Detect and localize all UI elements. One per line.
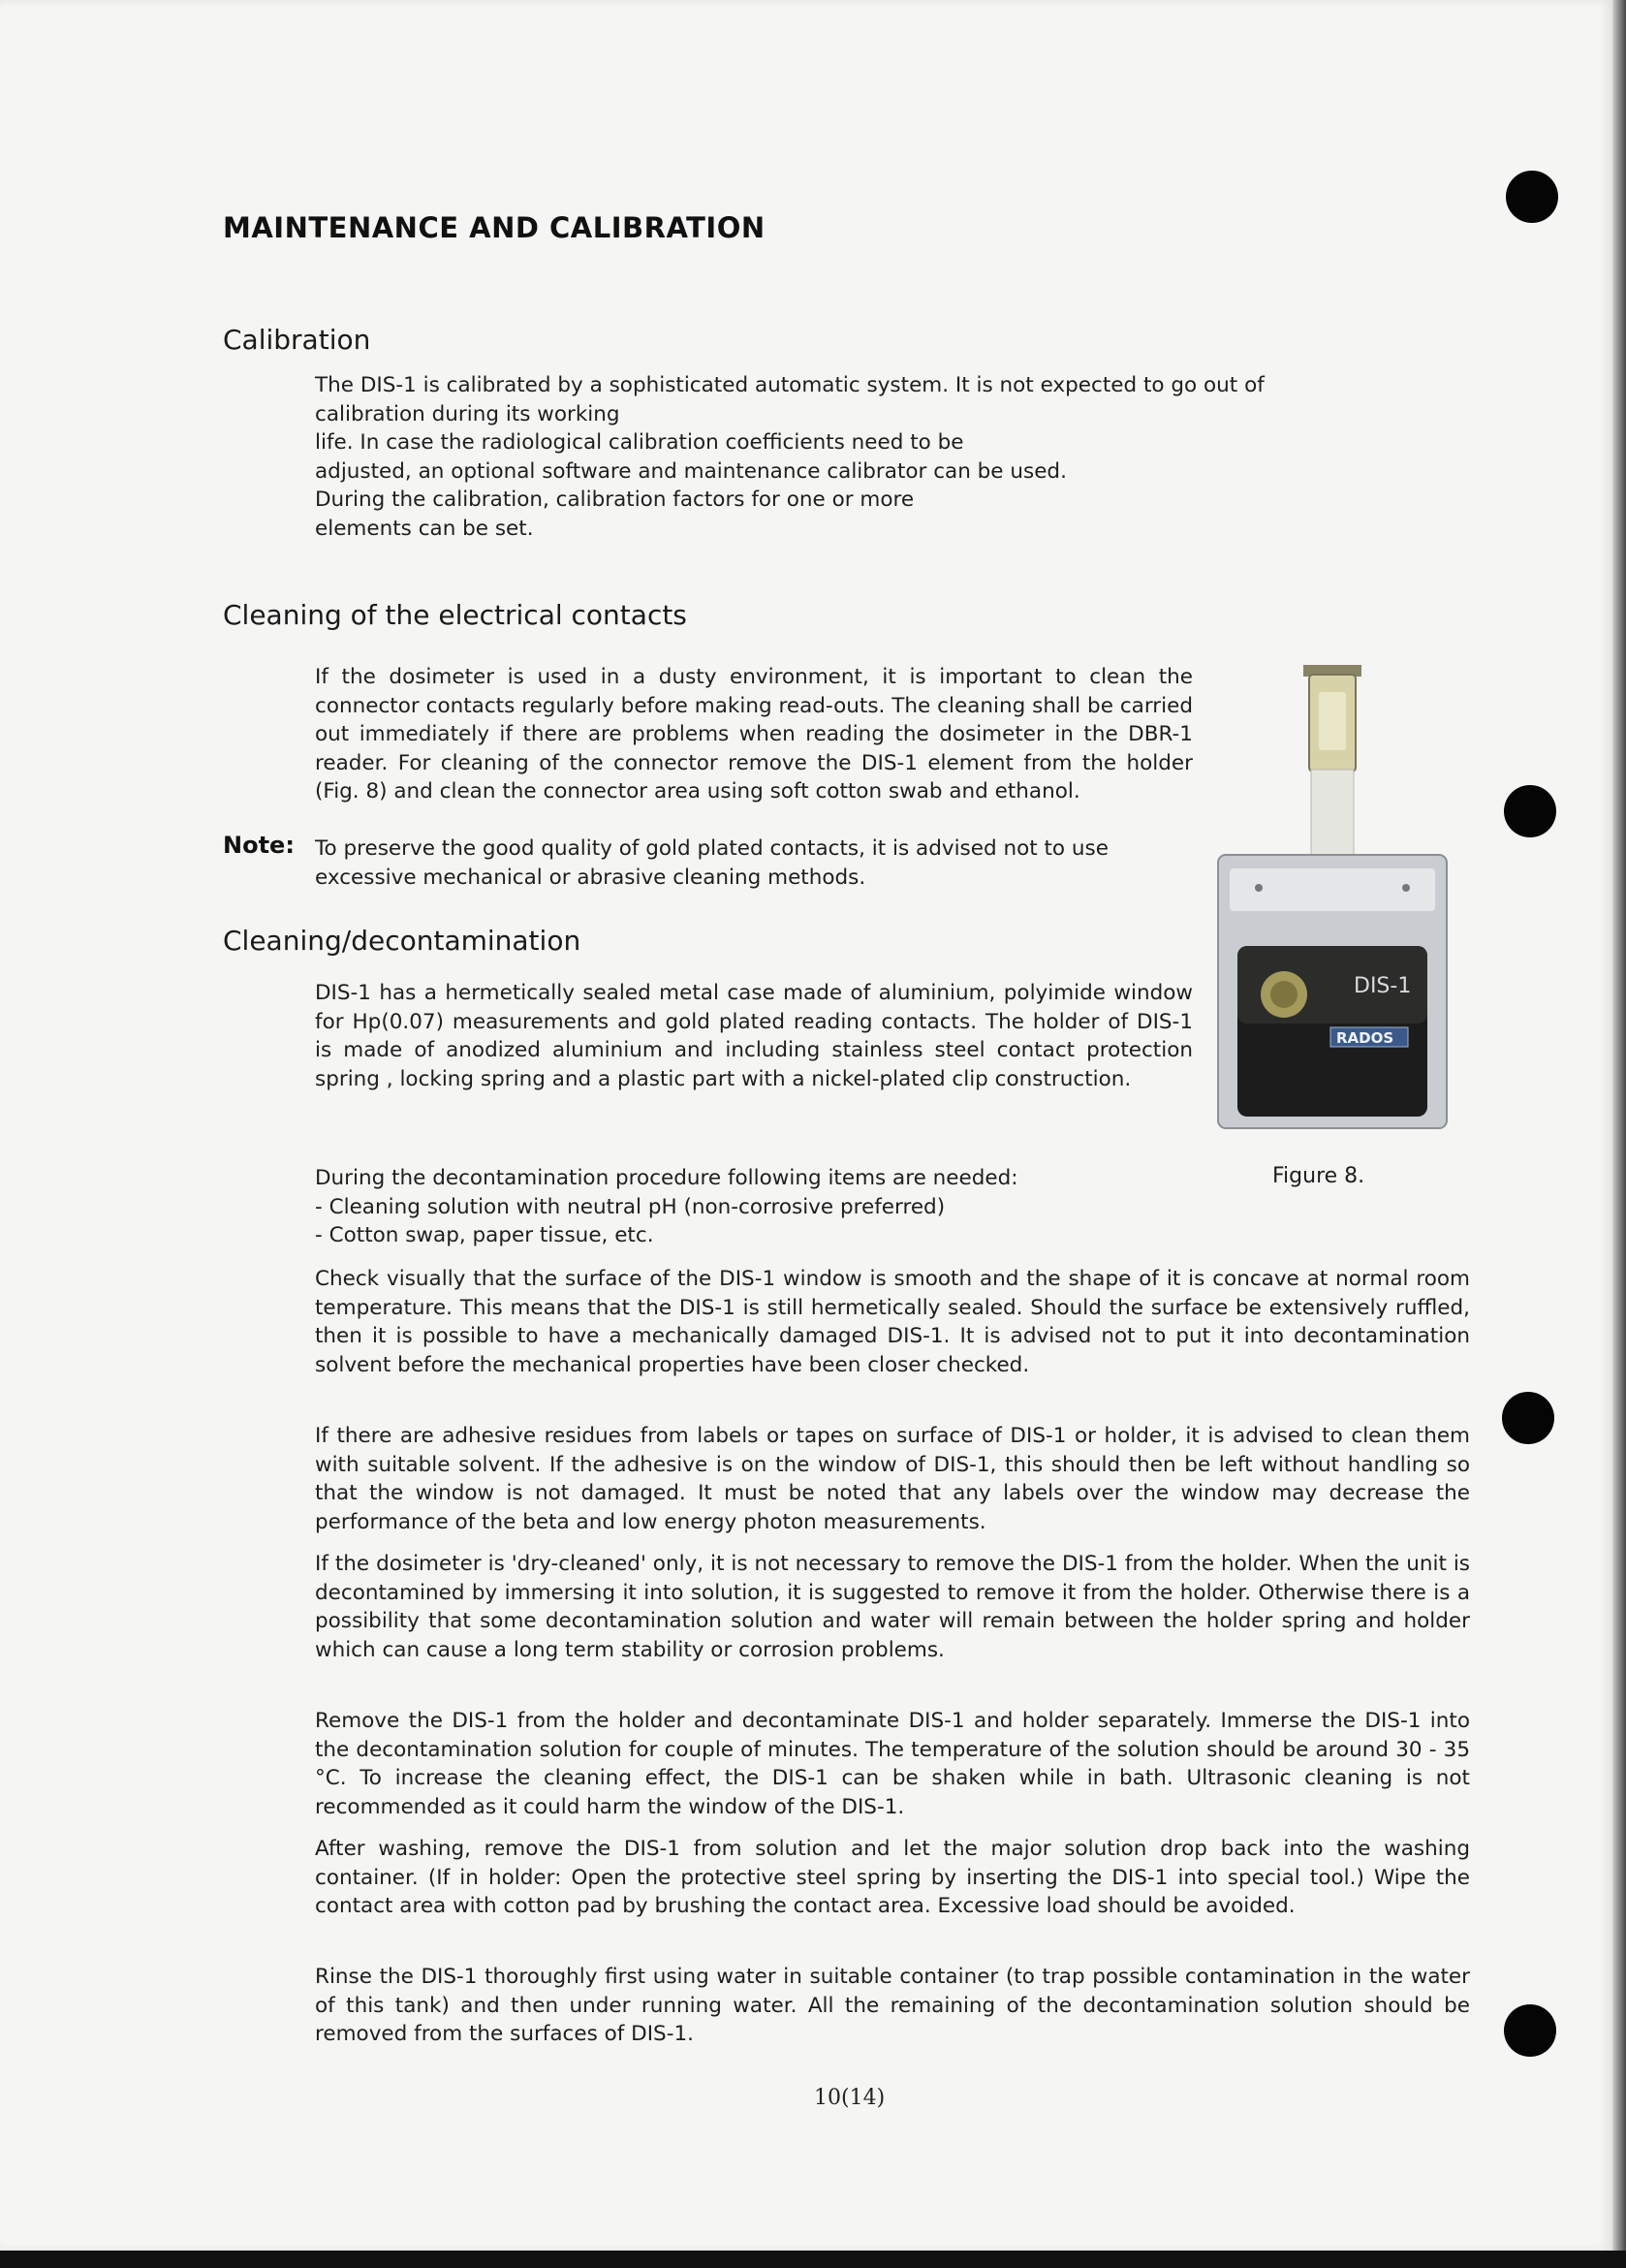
calibration-text xyxy=(315,371,1400,543)
list-item: - Cleaning solution with neutral pH (non-corrosive preferred) xyxy=(315,1194,946,1219)
device-label: DIS-1 xyxy=(1354,974,1412,998)
paragraph-adhesive: If there are adhesive residues from labels or tapes on surface of DIS-1 or holder, it is advised to clean them with suitable solvent. If the adhesive is on the window of DIS-1, this should then be left without handling so that the window is not damaged. It must be noted that any labels over the window may decrease the performance of the beta and low energy photon measurements. xyxy=(315,1424,1470,1534)
calibration-line: During the calibration, calibration factors for one or more xyxy=(315,488,915,512)
calibration-line: life. In case the radiological calibration coefficients need to be xyxy=(315,430,964,455)
paragraph-after-washing: After washing, remove the DIS-1 from solution and let the major solution drop back into the washing container. (If in holder: Open the protective steel spring by inserting the DIS-1 into special tool.) Wipe the contact area with cotton pad by brushing the contact area. Excessive load should be avoided. xyxy=(315,1837,1470,1918)
cleaning-contacts-text: If the dosimeter is used in a dusty environment, it is important to clean the connector contacts regularly before making read-outs. The cleaning shall be carried out immediately if there are problems when reading the dosimeter in the DBR-1 reader. For cleaning of the connector remove the DIS-1 element from the holder (Fig. 8) and clean the connector area using soft cotton swab and ethanol. xyxy=(315,665,1193,803)
note-label: Note: xyxy=(223,832,295,859)
paragraph-rinse: Rinse the DIS-1 thoroughly first using water in suitable container (to trap possible contamination in the water of this tank) and then under running water. All the remaining of the decontamination solution should be removed from the surfaces of DIS-1. xyxy=(315,1965,1470,2046)
punch-hole xyxy=(1504,2004,1556,2057)
punch-hole xyxy=(1502,1392,1554,1444)
scan-edge xyxy=(1612,0,1626,2268)
section-heading-decontamination: Cleaning/decontamination xyxy=(223,925,581,957)
note-text: To preserve the good quality of gold plated contacts, it is advised not to use excessive mechanical or abrasive cleaning methods. xyxy=(315,836,1109,890)
items-list xyxy=(315,1164,1245,1250)
list-item: - Cotton swap, paper tissue, etc. xyxy=(315,1223,654,1247)
calibration-line: The DIS-1 is calibrated by a sophisticated automatic system. It is not expected to go out of xyxy=(315,373,1265,397)
punch-hole xyxy=(1504,785,1556,837)
section-heading-calibration: Calibration xyxy=(223,324,371,356)
paragraph-dry-cleaned: If the dosimeter is 'dry-cleaned' only, it is not necessary to remove the DIS-1 from the holder. When the unit is decontamined by immersing it into solution, it is suggested to remove it from the holder. Otherwise there is a possibility that some decontamination solution and water will remain between the holder spring and holder which can cause a long term stability or corrosion problems. xyxy=(315,1552,1470,1662)
decontamination-intro: DIS-1 has a hermetically sealed metal case made of aluminium, polyimide window for Hp(0.07) measurements and gold plated reading contacts. The holder of DIS-1 is made of anodized aluminium and including stainless steel contact protection spring , locking spring and a plastic part with a nickel-plated clip construction. xyxy=(315,981,1193,1091)
calibration-line: elements can be set. xyxy=(315,516,534,541)
calibration-line: adjusted, an optional software and maintenance calibrator can be used. xyxy=(315,458,1067,484)
items-intro: During the decontamination procedure following items are needed: xyxy=(315,1166,1018,1190)
page-title: MAINTENANCE AND CALIBRATION xyxy=(223,211,766,244)
punch-hole xyxy=(1506,171,1558,223)
paragraph-remove-immerse: Remove the DIS-1 from the holder and decontaminate DIS-1 and holder separately. Immerse the DIS-1 into the decontamination solution for couple of minutes. The temperature of the solution should be around 30 - 35 °C. To increase the cleaning effect, the DIS-1 can be shaken while in bath. Ultrasonic cleaning is not recommended as it could harm the window of the DIS-1. xyxy=(315,1709,1470,1819)
dosimeter-figure xyxy=(1216,665,1449,1130)
paragraph-visual-check: Check visually that the surface of the DIS-1 window is smooth and the shape of it is concave at normal room temperature. This means that the DIS-1 is still hermetically sealed. Should the surface be extensively ruffled, then it is possible to have a mechanically damaged DIS-1. It is advised not to put it into decontamination solvent before the mechanical properties have been closer checked. xyxy=(315,1267,1470,1377)
figure-caption: Figure 8. xyxy=(1272,1164,1365,1188)
calibration-line: calibration during its working xyxy=(315,401,620,426)
section-heading-cleaning-contacts: Cleaning of the electrical contacts xyxy=(223,599,687,631)
page-number: 10(14) xyxy=(814,2086,886,2110)
scan-edge xyxy=(0,2251,1626,2268)
brand-label: RADOS xyxy=(1336,1029,1394,1047)
